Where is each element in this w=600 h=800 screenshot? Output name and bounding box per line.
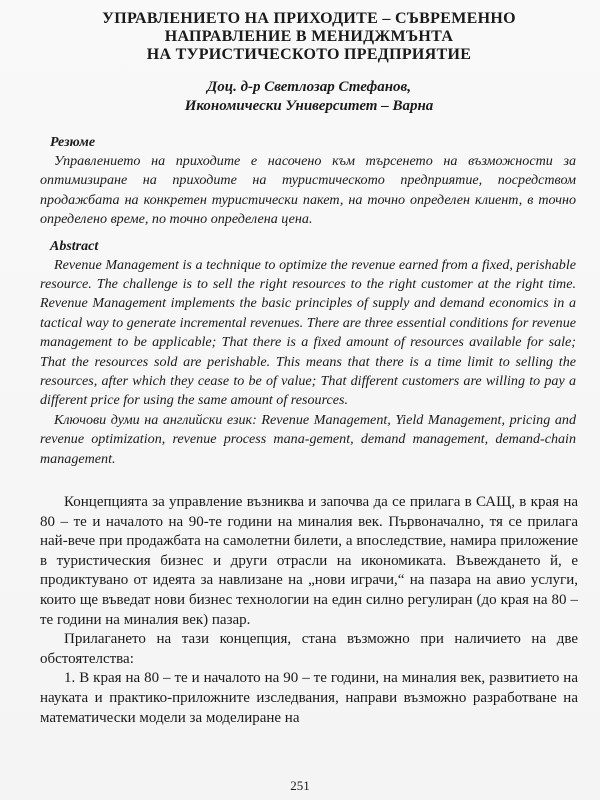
keywords-text: Ключови думи на английски език: Revenue Management, Yield Management, pricing and revenue optimization, revenue process mana-gement, demand management, demand-chain management. [40, 411, 576, 467]
abstract-text: Revenue Management is a technique to optimize the revenue earned from a fixed, perishable resource. The challenge is to sell the right resources to the right customer at the right time. Revenue Management implements the basic principles of supply and demand economics in a tactical way to generate incremental revenues. There are three essential conditions for revenue management to be applicable; That there is a fixed amount of resources available for sale; That the resources sold are perishable. This means that there is a time limit to selling the resources, after which they cease to be of value; That different customers are willing to pay a different price for using the same amount of resources. [40, 256, 576, 409]
author-affiliation: Икономически Университет – Варна [184, 98, 434, 114]
page-number: 251 [290, 778, 310, 793]
title-line-1: УПРАВЛЕНИЕТО НА ПРИХОДИТЕ – СЪВРЕМЕННО [102, 10, 516, 27]
summary-text: Управлението на приходите е насочено към търсенето на възможности за оптимизиране на приходите на туристическото предприятие, посредством продажбата на конкретен туристически пакет, на точно определен клиент, в точно определено време, по точно определена цена. [40, 153, 576, 228]
summary-section [40, 134, 578, 230]
author-block [40, 78, 578, 116]
abstract-section [40, 238, 578, 469]
body-paragraph-2: Прилагането на тази концепция, стана възможно при наличието на две обстоятелства: [40, 631, 578, 667]
title-line-3: НА ТУРИСТИЧЕСКОТО ПРЕДПРИЯТИЕ [146, 46, 472, 63]
summary-heading: Резюме [50, 135, 96, 150]
paper-title [40, 10, 578, 64]
abstract-text-block [40, 256, 578, 469]
abstract-heading: Abstract [50, 238, 99, 254]
title-line-2: НАПРАВЛЕНИЕ В МЕНИДЖМЪНТА [164, 28, 454, 45]
body-paragraph-1: Концепцията за управление възниква и започва да се прилага в САЩ, в края на 80 – те и началото на 90-те години на миналия век. Първоначално, тя се прилага най-вече при продажбата на самолетни билети, а впоследствие, намира приложение в туристическия бизнес и други отрасли на икономиката. Въвеждането й, е продиктувано от идеята за навлизане на „нови играчи,“ на пазара на авио услуги, които ще въведат нови бизнес технологии на един силно регулиран (до края на 80 – те години на миналия век) пазар. [40, 494, 578, 628]
body-paragraph-3: 1. В края на 80 – те и началото на 90 – те години, на миналия век, развитието на науката и практико-приложните изследвания, направи възможно разработване на математически модели за моделиране на [40, 670, 578, 726]
summary-text-block [40, 152, 578, 230]
author-name: Доц. д-р Светлозар Стефанов, [206, 79, 412, 95]
main-body [40, 493, 578, 728]
